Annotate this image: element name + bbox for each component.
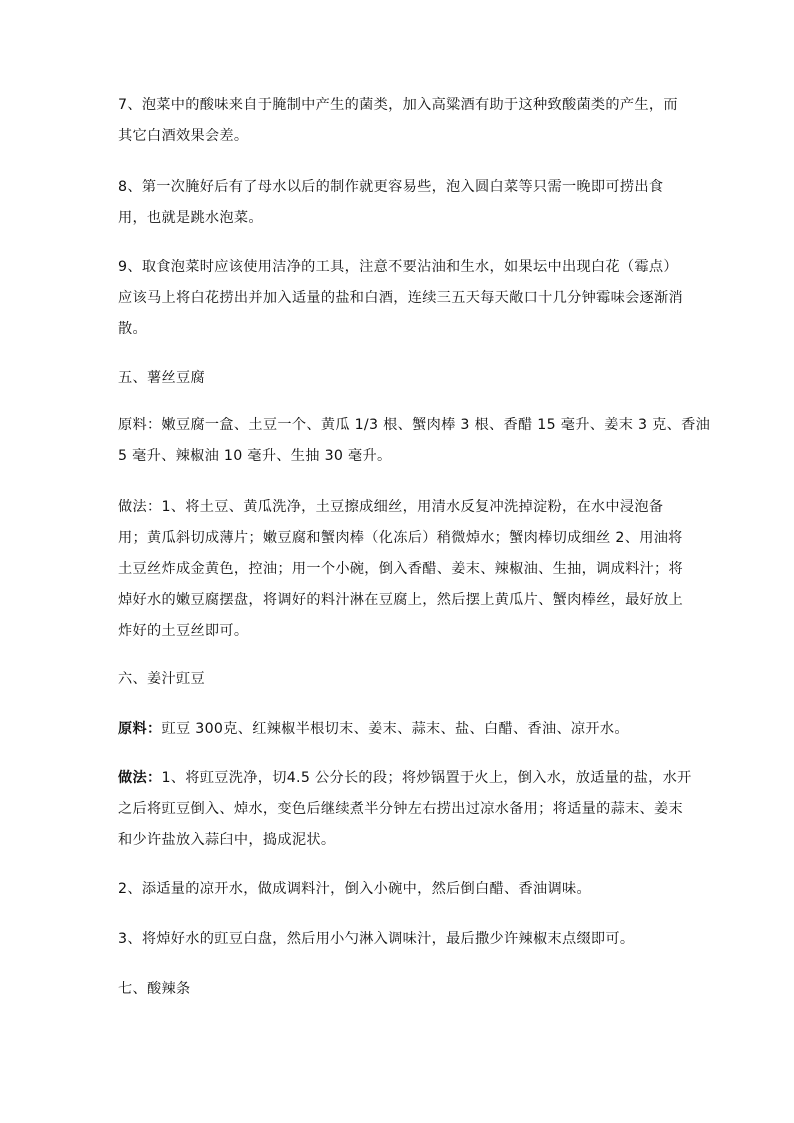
text-line: 应该马上将白花捞出并加入适量的盐和白酒，连续三五天每天敞口十几分钟霉味会逐渐消 (118, 290, 684, 306)
paragraph-step-3 (118, 924, 678, 955)
method-text: 1、将豇豆洗净，切4.5 公分长的段；将炒锅置于火上，倒入水，放适量的盐，水开 (161, 770, 692, 786)
paragraph-ingredients-6 (118, 714, 678, 745)
text-line: 焯好水的嫩豆腐摆盘，将调好的料汁淋在豆腐上，然后摆上黄瓜片、蟹肉棒丝，最好放上 (118, 592, 684, 608)
ingredients-text: 豇豆 300克、红辣椒半根切末、姜末、蒜末、盐、白醋、香油、凉开水。 (161, 721, 629, 737)
text-line: 其它白酒效果会差。 (118, 128, 249, 144)
paragraph-note-8 (118, 172, 678, 234)
text-line (118, 763, 692, 794)
heading-text: 五、薯丝豆腐 (118, 370, 205, 386)
text-line: 8、第一次腌好后有了母水以后的制作就更容易些，泡入圆白菜等只需一晚即可捞出食 (118, 179, 664, 195)
text-line: 散。 (118, 321, 147, 337)
text-line: 原料：嫩豆腐一盒、土豆一个、黄瓜 1/3 根、蟹肉棒 3 根、香醋 15 毫升、姜末 3 克、香油 (118, 417, 711, 433)
method-label: 做法： (118, 770, 162, 786)
text-line (118, 714, 678, 745)
text-line: 用，也就是跳水泡菜。 (118, 210, 263, 226)
text-line: 做法：1、将土豆、黄瓜洗净，土豆擦成细丝，用清水反复冲洗掉淀粉，在水中浸泡备 (118, 499, 664, 515)
text-line: 3、将焯好水的豇豆白盘，然后用小勺淋入调味汁，最后撒少许辣椒末点缀即可。 (118, 931, 635, 947)
section-heading-5 (118, 363, 678, 394)
text-line: 土豆丝炸成金黄色，控油；用一个小碗，倒入香醋、姜末、辣椒油、生抽，调成料汁；将 (118, 561, 684, 577)
text-line: 炸好的土豆丝即可。 (118, 623, 249, 639)
text-line: 9、取食泡菜时应该使用洁净的工具，注意不要沾油和生水，如果坛中出现白花（霉点） (118, 259, 678, 275)
text-line: 用；黄瓜斜切成薄片；嫩豆腐和蟹肉棒（化冻后）稍微焯水；蟹肉棒切成细丝 2、用油将 (118, 530, 683, 546)
heading-text: 七、酸辣条 (118, 981, 191, 997)
paragraph-step-2 (118, 874, 678, 905)
text-line: 5 毫升、辣椒油 10 毫升、生抽 30 毫升。 (118, 448, 392, 464)
ingredients-label: 原料： (118, 721, 162, 737)
heading-text: 六、姜汁豇豆 (118, 671, 205, 687)
paragraph-method-5 (118, 492, 684, 647)
section-heading-6 (118, 664, 678, 695)
section-heading-7 (118, 974, 678, 1005)
text-line: 之后将豇豆倒入、焯水，变色后继续煮半分钟左右捞出过凉水备用；将适量的蒜末、姜末 (118, 801, 684, 817)
text-line: 7、泡菜中的酸味来自于腌制中产生的菌类，加入高粱酒有助于这种致酸菌类的产生，而 (118, 97, 678, 113)
paragraph-note-7 (118, 90, 678, 152)
paragraph-note-9 (118, 252, 684, 345)
text-line: 2、添适量的凉开水，做成调料汁，倒入小碗中，然后倒白醋、香油调味。 (118, 881, 591, 897)
paragraph-ingredients-5 (118, 410, 711, 472)
paragraph-method-6 (118, 763, 692, 856)
text-line: 和少许盐放入蒜臼中，捣成泥状。 (118, 832, 336, 848)
